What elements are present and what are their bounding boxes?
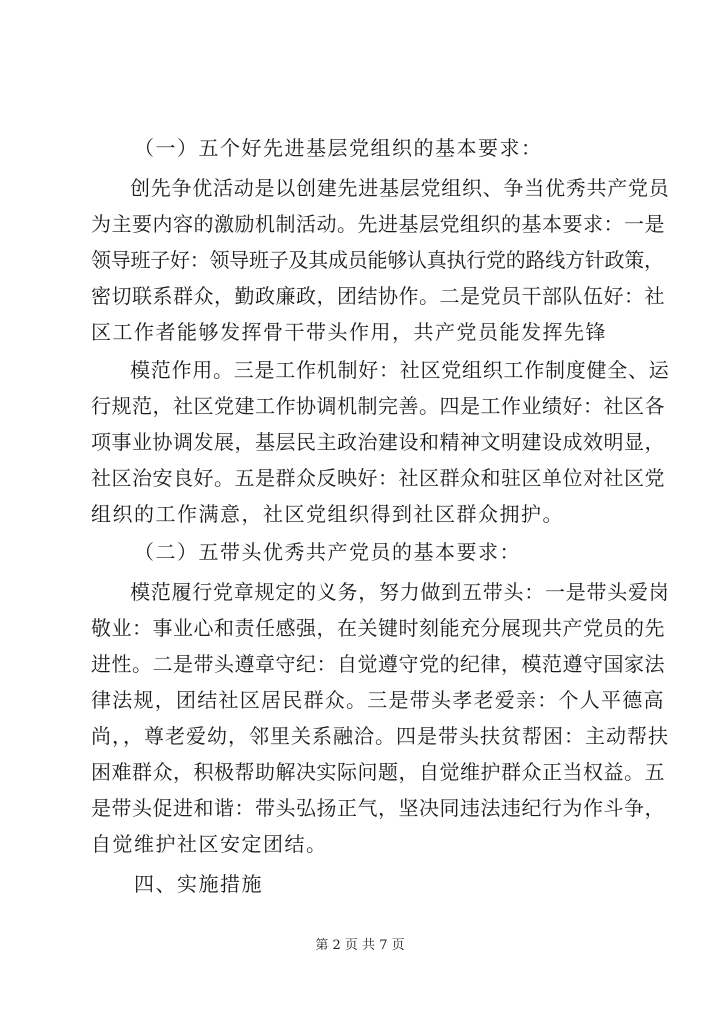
paragraph-line: 尚，，尊老爱幼，邻里关系融洽。四是带头扶贫帮困：主动帮扶 xyxy=(91,724,669,748)
paragraph-line: 行规范，社区党建工作协调机制完善。四是工作业绩好：社区各 xyxy=(91,394,665,418)
paragraph-line: 自觉维护社区安定团结。 xyxy=(91,832,328,856)
paragraph-line: 密切联系群众，勤政廉政，团结协作。二是党员干部队伍好：社 xyxy=(91,284,665,308)
paragraph-line: 区工作者能够发挥骨干带头作用，共产党员能发挥先锋 xyxy=(91,320,607,344)
paragraph-line: 模范履行党章规定的义务，努力做到五带头：一是带头爱岗 xyxy=(130,580,670,604)
paragraph-line: 领导班子好：领导班子及其成员能够认真执行党的路线方针政策， xyxy=(91,248,664,272)
paragraph-line: 创先争优活动是以创建先进基层党组织、争当优秀共产党员 xyxy=(130,176,670,200)
section-heading-2: （二）五带头优秀共产党员的基本要求： xyxy=(134,540,521,564)
paragraph-line: 组织的工作满意，社区党组织得到社区群众拥护。 xyxy=(91,502,564,526)
section-heading-1: （一）五个好先进基层党组织的基本要求： xyxy=(134,136,543,160)
page-footer: 第 2 页 共 7 页 xyxy=(315,938,405,953)
paragraph-line: 社区治安良好。五是群众反映好：社区群众和驻区单位对社区党 xyxy=(91,466,665,490)
paragraph-line: 是带头促进和谐：带头弘扬正气，坚决同违法违纪行为作斗争， xyxy=(91,796,665,820)
section-heading-3: 四、实施措施 xyxy=(134,872,263,896)
paragraph-line: 困难群众，积极帮助解决实际问题，自觉维护群众正当权益。五 xyxy=(91,760,665,784)
paragraph-line: 律法规，团结社区居民群众。三是带头孝老爱亲：个人平德高 xyxy=(91,688,665,712)
paragraph-line: 模范作用。三是工作机制好：社区党组织工作制度健全、运 xyxy=(130,358,670,382)
paragraph-line: 项事业协调发展，基层民主政治建设和精神文明建设成效明显， xyxy=(91,430,665,454)
paragraph-line: 进性。二是带头遵章守纪：自觉遵守党的纪律，模范遵守国家法 xyxy=(91,652,665,676)
paragraph-line: 为主要内容的激励机制活动。先进基层党组织的基本要求：一是 xyxy=(91,212,665,236)
paragraph-line: 敬业：事业心和责任感强，在关键时刻能充分展现共产党员的先 xyxy=(91,616,665,640)
